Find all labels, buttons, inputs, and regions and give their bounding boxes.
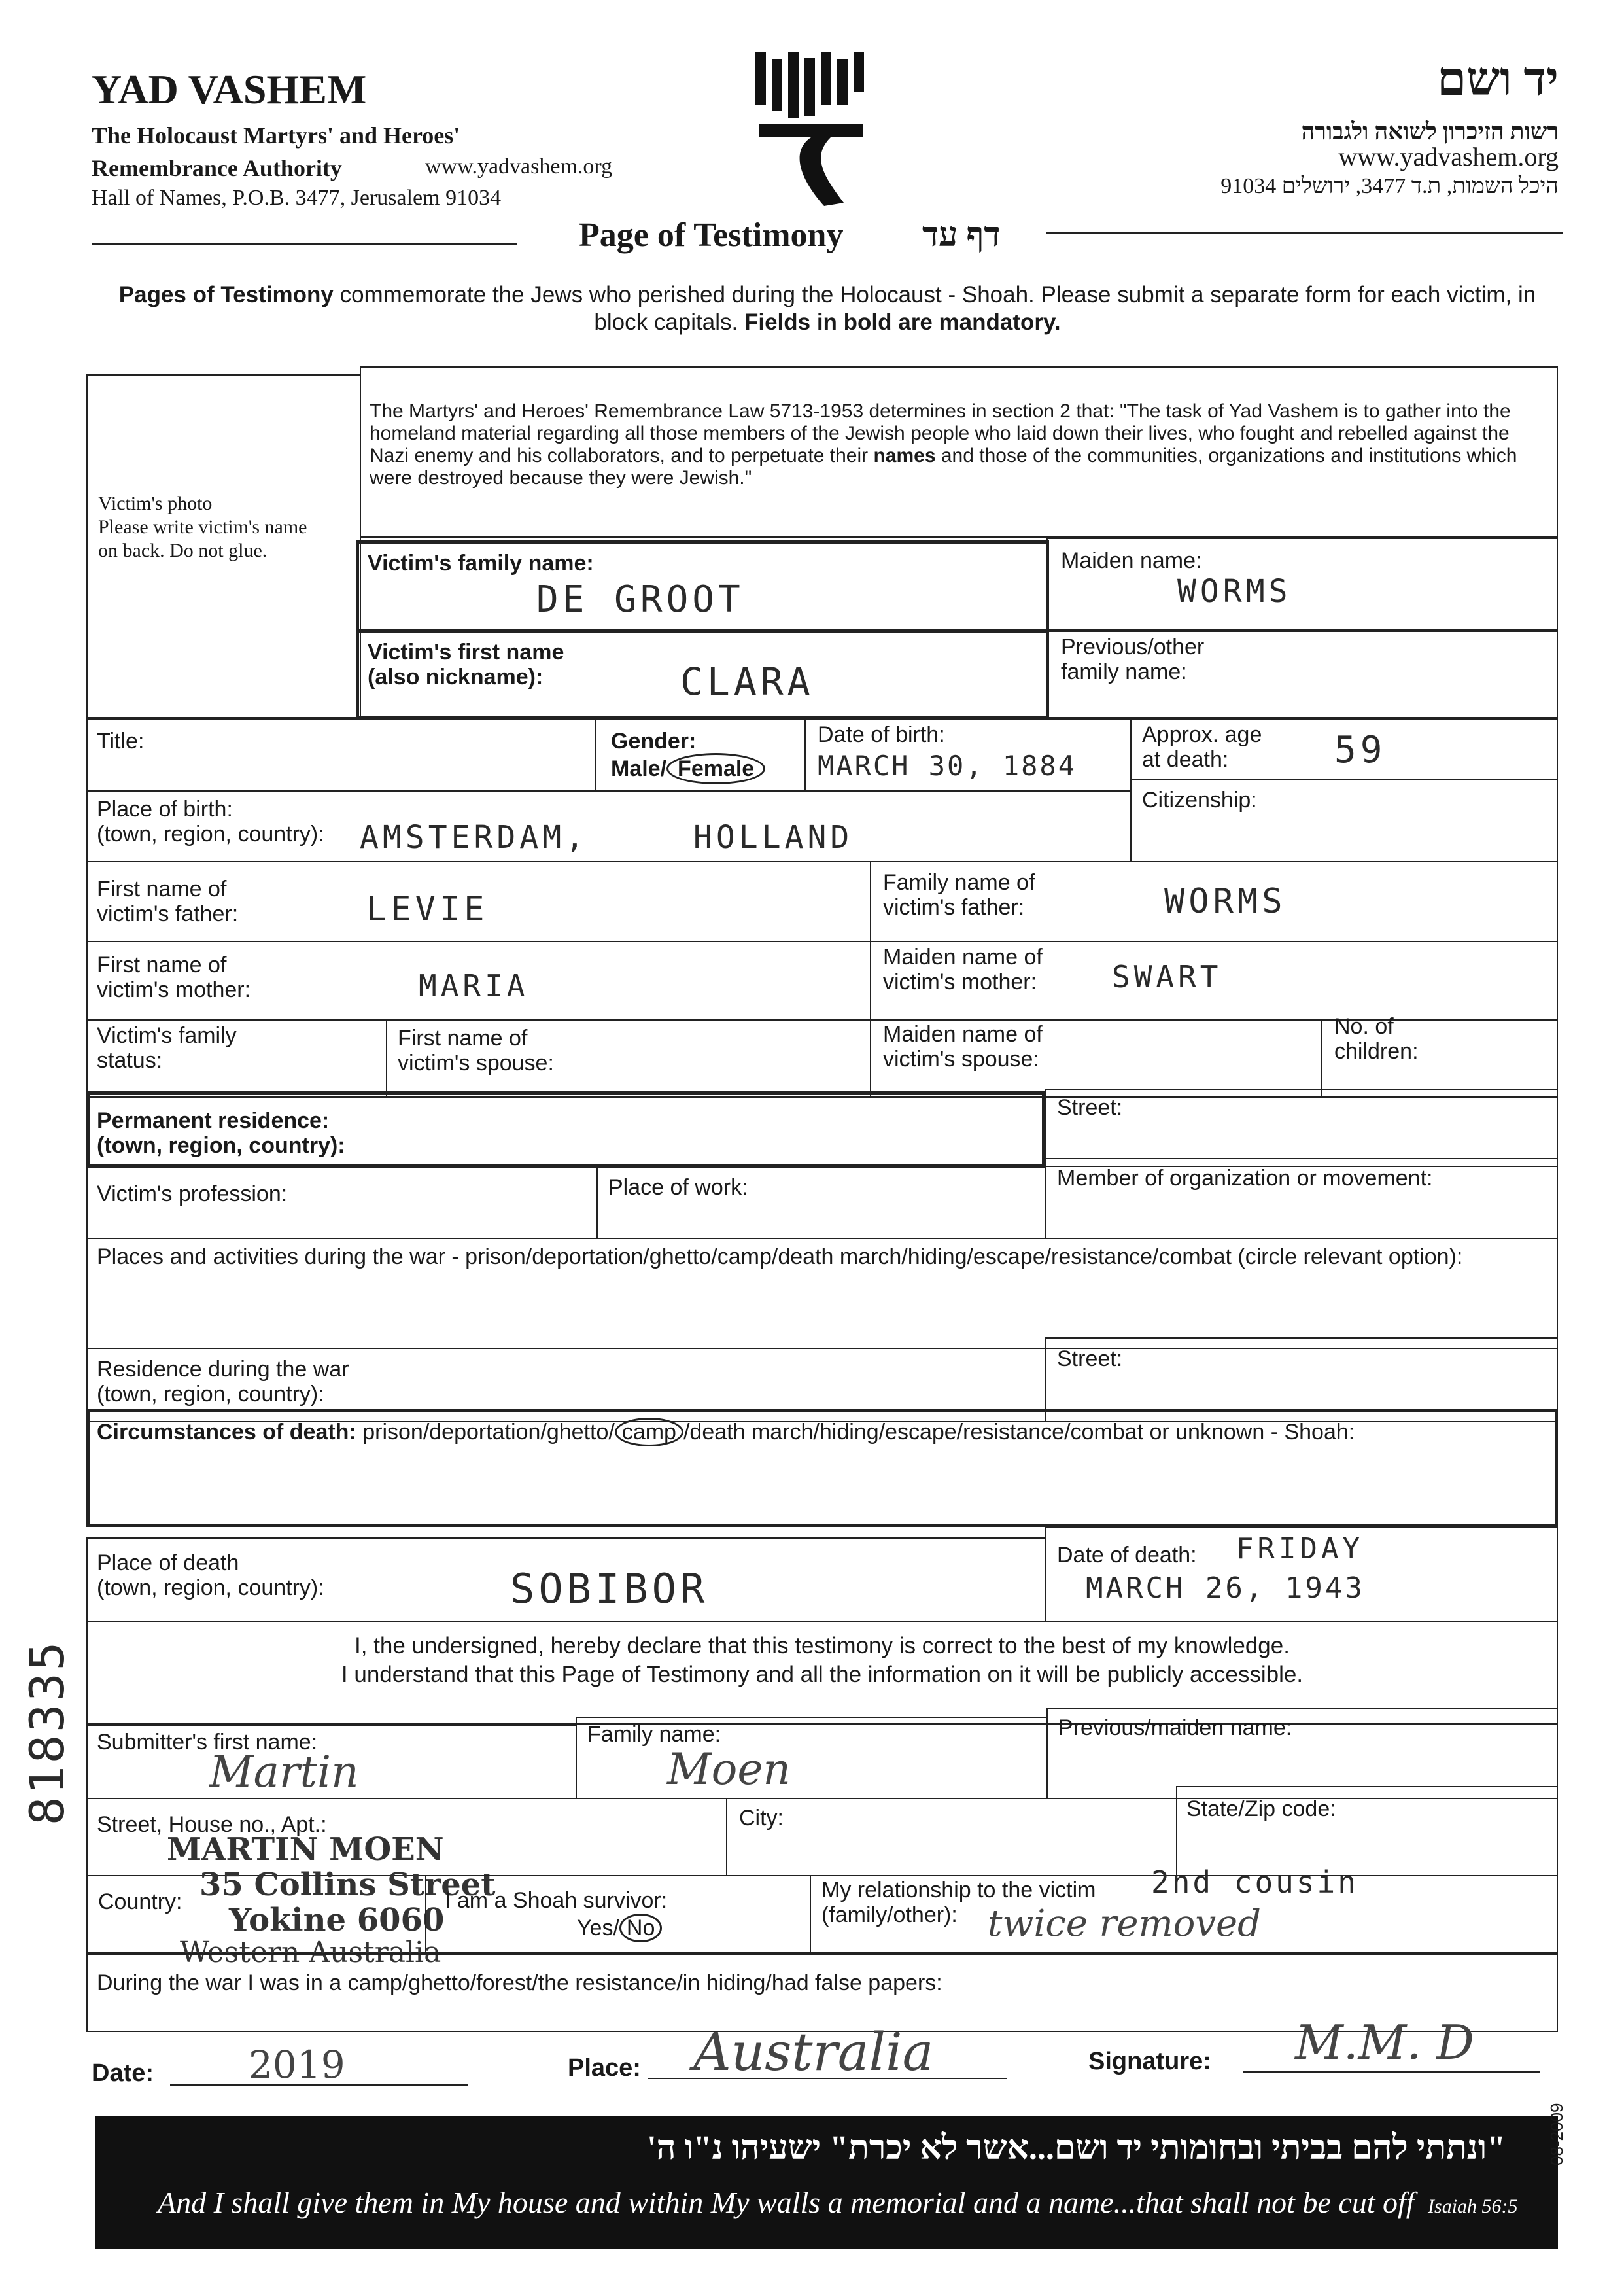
dob-value: MARCH 30, 1884 [818,750,1077,782]
org-name-en: YAD VASHEM [92,66,367,113]
mother-first-label [97,953,251,1002]
age-label-2: at death: [1142,747,1229,772]
pob-label-1: Place of birth: [97,797,233,822]
submitter-city-box[interactable] [726,1798,1177,1876]
relationship-value-1: 2nd cousin [1151,1865,1358,1900]
death-date-label: Date of death: [1057,1543,1197,1568]
family-name-value: DE GROOT [536,578,744,621]
member-label: Member of organization or movement: [1057,1166,1433,1191]
children-label-2: children: [1334,1039,1419,1064]
declaration-line-2: I understand that this Page of Testimony and all the information on it will be publicly accessible. [341,1662,1304,1687]
submitter-first-value: Martin [209,1747,359,1797]
age-label-1: Approx. age [1142,722,1262,747]
age-divider [1130,779,1558,780]
title-box[interactable] [86,717,596,792]
family-status-label [97,1023,237,1073]
gender-label: Gender: [611,729,697,754]
signature-value: M.M. D [1295,2015,1474,2070]
verse-english-text: And I shall give them in My house and within My walls a memorial and a name...that shall not be cut off [158,2186,1415,2219]
mother-maiden-label-1: Maiden name of [883,945,1043,970]
age-label [1142,722,1262,772]
death-place-label [97,1550,324,1600]
verse-english [158,2185,1518,2220]
submitter-country-label: Country: [98,1889,182,1914]
form-code: 08-2009 [1547,2103,1566,2165]
war-street-label: Street: [1057,1346,1123,1371]
yad-vashem-logo [752,46,870,209]
street-label: Street: [1057,1095,1123,1120]
photo-text-2: Please write victim's name [98,516,307,538]
verse-hebrew: "ונתתי להם בביתי ובחומותי יד ושם...אשר לא יכרת" ישעיהו נ"ו ה' [647,2129,1506,2167]
mother-first-label-2: victim's mother: [97,977,251,1002]
stamp-line-4: Western Australia [180,1936,441,1969]
family-status-label-1: Victim's family [97,1023,237,1048]
pob-value-1: AMSTERDAM, [360,819,588,856]
war-residence-label-1: Residence during the war [97,1357,349,1382]
first-name-label [368,640,564,690]
survivor-yes: Yes/ [577,1916,619,1940]
spouse-maiden-label [883,1022,1043,1072]
form-title: Page of Testimony [579,217,844,254]
father-family-label [883,870,1035,920]
father-first-label-2: victim's father: [97,902,239,926]
father-first-label [97,877,238,926]
header-rule-right [1046,232,1563,234]
website-en: www.yadvashem.org [425,154,613,179]
war-residence-label [97,1357,349,1407]
circumstances-pre: prison/deportation/ghetto/ [362,1420,615,1445]
circumstances-label [97,1420,1542,1445]
place-value: Australia [693,2022,934,2082]
age-value: 59 [1334,729,1387,771]
photo-text-1: Victim's photo [98,493,213,514]
mother-maiden-label [883,945,1043,994]
profession-label: Victim's profession: [97,1182,288,1206]
submitter-state-label: State/Zip code: [1186,1796,1336,1821]
war-places-label: Places and activities during the war - prison/deportation/ghetto/camp/death march/hiding/escape/resistance/combat (circle relevant option): [97,1244,1463,1269]
law-text [370,400,1540,489]
father-family-label-1: Family name of [883,870,1035,895]
workplace-label: Place of work: [608,1175,748,1200]
form-title-he: דף עד [922,217,1001,254]
intro-bold: Pages of Testimony [118,282,334,307]
father-first-label-1: First name of [97,877,227,902]
previous-name-label-2: family name: [1061,659,1187,684]
residence-label-1: Permanent residence: [97,1108,330,1133]
family-status-label-2: status: [97,1048,163,1073]
spouse-maiden-label-2: victim's spouse: [883,1047,1039,1072]
survivor-box[interactable] [425,1875,811,1953]
submitter-street-label: Street, House no., Apt.: [97,1812,327,1837]
address-he: היכל השמות, ת.ד 3477, ירושלים 91034 [1220,174,1559,198]
mother-first-label-1: First name of [97,953,227,977]
spouse-first-label-2: victim's spouse: [398,1051,554,1076]
children-label-1: No. of [1334,1014,1394,1039]
pob-value-2: HOLLAND [693,819,854,856]
war-submitter-label: During the war I was in a camp/ghetto/forest/the resistance/in hiding/had false papers: [97,1971,942,1995]
photo-text-3: on back. Do not glue. [98,540,268,561]
pob-label-2: (town, region, country): [97,822,324,847]
previous-name-label [1061,635,1204,684]
intro-mandatory: Fields in bold are mandatory. [744,309,1061,335]
header-rule-left [92,243,517,245]
org-subtitle-1: The Holocaust Martyrs' and Heroes' [92,122,460,149]
signature-label: Signature: [1088,2048,1211,2075]
circumstances-title: Circumstances of death: [97,1420,356,1445]
survivor-no-circled: No [619,1914,662,1942]
first-name-label-2: (also nickname): [368,665,544,690]
residence-label [97,1108,345,1158]
pob-label [97,797,324,847]
org-subtitle-he: רשות הזיכרון לשואה ולגבורה [1301,118,1559,145]
father-family-label-2: victim's father: [883,895,1025,920]
spouse-first-label [398,1026,554,1076]
death-date-value-1: FRIDAY [1236,1532,1364,1566]
place-label: Place: [568,2054,641,2082]
survivor-label: I am a Shoah survivor: [445,1888,668,1913]
signature-line [1243,2071,1540,2073]
title-label: Title: [97,729,145,754]
father-family-value: WORMS [1164,882,1287,921]
margin-number: 818335 [20,1639,75,1825]
death-place-label-2: (town, region, country): [97,1575,324,1600]
father-first-value: LEVIE [366,890,489,929]
war-residence-label-2: (town, region, country): [97,1382,324,1407]
mother-maiden-label-2: victim's mother: [883,970,1037,994]
stamp-line-1: MARTIN MOEN [167,1831,444,1868]
gender-male: Male/ [611,756,667,781]
relationship-label-2: (family/other): [821,1902,958,1927]
website-he: www.yadvashem.org [1338,142,1559,171]
mother-first-value: MARIA [419,968,529,1004]
circumstances-post: /death march/hiding/escape/resistance/combat or unknown - Shoah: [683,1420,1355,1445]
children-label [1334,1014,1419,1064]
law-text-body: The Martyrs' and Heroes' Remembrance Law 5713-1953 determines in section 2 that: "The task of Yad Vashem is to gather into the homeland material regarding all those members of the Jewish people who laid down their lives, who fought and rebelled against the Nazi enemy and his collaborators, and to perpetuate their [370,400,1511,466]
circumstances-circled: camp [615,1418,683,1446]
address-en: Hall of Names, P.O.B. 3477, Jerusalem 91034 [92,186,502,210]
relationship-value-2: twice removed [988,1902,1262,1945]
stamp-line-3: Yokine 6060 [229,1902,445,1938]
gender-female-circled: Female [666,753,765,784]
date-label: Date: [92,2059,154,2087]
verse-reference: Isaiah 56:5 [1428,2196,1518,2217]
org-subtitle-2: Remembrance Authority [92,155,342,181]
submitter-family-label: Family name: [587,1722,721,1747]
death-place-value: SOBIBOR [510,1565,709,1613]
submitter-previous-label: Previous/maiden name: [1058,1715,1292,1740]
declaration-text [98,1632,1546,1689]
photo-instructions [98,492,307,563]
previous-name-label-1: Previous/other [1061,635,1205,659]
law-text-end: and those of the communities, organizations and institutions which were destroyed because they were Jewish." [370,445,1517,489]
maiden-name-label: Maiden name: [1061,548,1202,573]
intro-text [98,281,1557,336]
dob-label: Date of birth: [818,722,945,747]
relationship-label-1: My relationship to the victim [821,1878,1096,1902]
family-name-label: Victim's family name: [368,551,594,576]
death-date-value-2: MARCH 26, 1943 [1086,1571,1365,1605]
maiden-name-value: WORMS [1177,573,1292,610]
mother-maiden-value: SWART [1112,959,1222,994]
law-names: names [873,445,936,466]
submitter-family-value: Moen [667,1744,791,1795]
spouse-maiden-label-1: Maiden name of [883,1022,1043,1047]
gender-options [611,756,765,781]
first-name-label-1: Victim's first name [368,640,564,665]
death-place-label-1: Place of death [97,1550,239,1575]
verse-banner [95,2116,1558,2249]
first-name-value: CLARA [680,659,814,704]
intro-body: commemorate the Jews who perished during the Holocaust - Shoah. Please submit a separate form for each victim, in block capitals. [339,282,1536,335]
submitter-city-label: City: [739,1806,784,1831]
stamp-line-2: 35 Collins Street [199,1866,496,1903]
residence-label-2: (town, region, country): [97,1133,345,1158]
citizenship-label: Citizenship: [1142,788,1257,813]
survivor-options [577,1916,662,1940]
date-value: 2019 [249,2042,345,2087]
org-name-he: יד ושם [1437,53,1559,105]
declaration-line-1: I, the undersigned, hereby declare that this testimony is correct to the best of my knowledge. [354,1633,1290,1658]
spouse-first-label-1: First name of [398,1026,528,1051]
submitter-first-label: Submitter's first name: [97,1730,318,1755]
